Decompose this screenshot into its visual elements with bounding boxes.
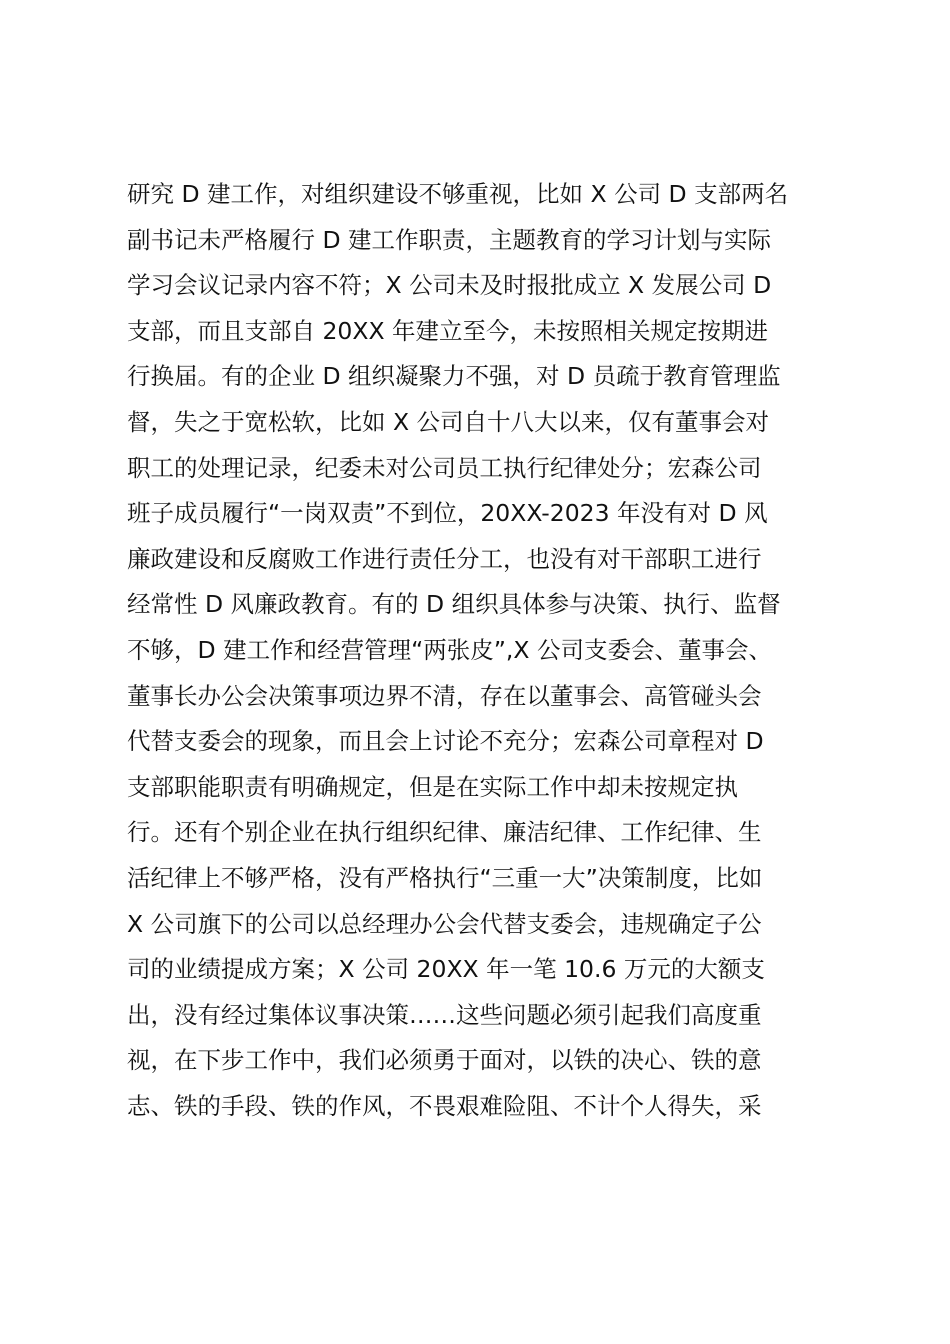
text-line: 不够，D 建工作和经营管理“两张皮”,X 公司支委会、董事会、	[127, 635, 772, 664]
text-line: 督，失之于宽松软，比如 X 公司自十八大以来，仅有董事会对	[127, 407, 770, 436]
text-line: 班子成员履行“一岗双责”不到位，20XX-2023 年没有对 D 风	[127, 499, 768, 528]
text-line: 行换届。有的企业 D 组织凝聚力不强，对 D 员疏于教育管理监	[127, 362, 781, 391]
text-line: 董事长办公会决策事项边界不清，存在以董事会、高管碰头会	[127, 681, 762, 710]
text-line: 志、铁的手段、铁的作风，不畏艰难险阻、不计个人得失，采	[127, 1091, 762, 1120]
text-line: 视，在下步工作中，我们必须勇于面对，以铁的决心、铁的意	[127, 1046, 762, 1075]
text-line: 经常性 D 风廉政教育。有的 D 组织具体参与决策、执行、监督	[127, 590, 781, 619]
text-line: 支部职能职责有明确规定，但是在实际工作中却未按规定执	[127, 772, 738, 801]
text-line: 代替支委会的现象，而且会上讨论不充分；宏森公司章程对 D	[127, 727, 764, 756]
text-line: 研究 D 建工作，对组织建设不够重视，比如 X 公司 D 支部两名	[127, 180, 789, 208]
text-line: 司的业绩提成方案；X 公司 20XX 年一笔 10.6 万元的大额支	[127, 955, 765, 984]
text-line: 出，没有经过集体议事决策……这些问题必须引起我们高度重	[127, 1000, 762, 1029]
text-line: 副书记未严格履行 D 建工作职责，主题教育的学习计划与实际	[127, 225, 772, 254]
text-line: 廉政建设和反腐败工作进行责任分工，也没有对干部职工进行	[127, 544, 762, 573]
text-line: 职工的处理记录，纪委未对公司员工执行纪律处分；宏森公司	[127, 453, 762, 482]
body-paragraph	[127, 172, 827, 1129]
text-line: 学习会议记录内容不符；X 公司未及时报批成立 X 发展公司 D	[127, 271, 772, 300]
text-line: X 公司旗下的公司以总经理办公会代替支委会，违规确定子公	[127, 909, 762, 938]
text-line: 活纪律上不够严格，没有严格执行“三重一大”决策制度，比如	[127, 863, 763, 892]
text-line: 支部，而且支部自 20XX 年建立至今，未按照相关规定按期进	[127, 316, 769, 345]
text-line: 行。还有个别企业在执行组织纪律、廉洁纪律、工作纪律、生	[127, 818, 762, 847]
